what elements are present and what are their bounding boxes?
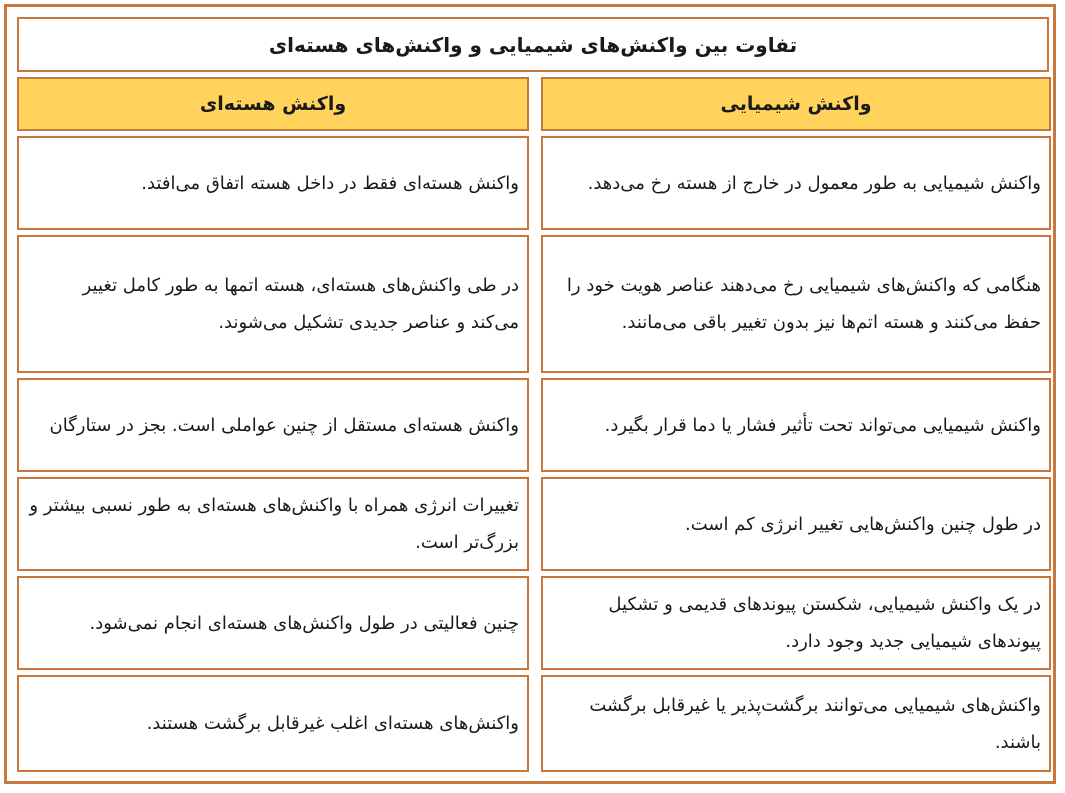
cell-text: هنگامی که واکنش‌های شیمیایی رخ می‌دهند عناصر هویت خود را حفظ می‌کنند و هسته اتم‌ها نیز بدون تغییر باقی می‌مانند.	[566, 275, 1041, 333]
table-cell-nuclear	[17, 675, 529, 772]
cell-text: در طول چنین واکنش‌هایی تغییر انرژی کم است.	[684, 513, 1041, 535]
table-cell-chemical	[541, 477, 1051, 571]
cell-text: واکنش‌های هسته‌ای اغلب غیرقابل برگشت هستند.	[146, 713, 519, 734]
cell-text: واکنش شیمیایی می‌تواند تحت تأثیر فشار یا دما قرار بگیرد.	[604, 414, 1041, 436]
cell-text: تغییرات انرژی همراه با واکنش‌های هسته‌ای به طور نسبی بیشتر و بزرگ‌تر است.	[29, 495, 519, 553]
cell-text: واکنش هسته‌ای فقط در داخل هسته اتفاق می‌افتد.	[141, 172, 519, 194]
table-title: تفاوت بین واکنش‌های شیمیایی و واکنش‌های هسته‌ای	[17, 17, 1049, 72]
cell-text: واکنش شیمیایی به طور معمول در خارج از هسته رخ می‌دهد.	[587, 172, 1041, 194]
table-cell-chemical	[541, 378, 1051, 472]
table-cell-chemical	[541, 235, 1051, 373]
cell-text: در یک واکنش شیمیایی، شکستن پیوندهای قدیمی و تشکیل پیوندهای شیمیایی جدید وجود دارد.	[608, 594, 1041, 652]
table-cell-nuclear	[17, 235, 529, 373]
header-chemical: واکنش شیمیایی	[541, 77, 1051, 131]
table-cell-chemical	[541, 576, 1051, 670]
table-cell-chemical	[541, 675, 1051, 772]
cell-text: واکنش‌های شیمیایی می‌توانند برگشت‌پذیر یا غیرقابل برگشت باشند.	[589, 694, 1041, 753]
cell-text: واکنش هسته‌ای مستقل از چنین عواملی است. بجز در ستارگان	[49, 414, 519, 436]
table-cell-nuclear	[17, 576, 529, 670]
cell-text: در طی واکنش‌های هسته‌ای، هسته اتمها به طور کامل تغییر می‌کند و عناصر جدیدی تشکیل می‌شوند.	[82, 275, 519, 333]
table-cell-nuclear	[17, 378, 529, 472]
table-cell-chemical	[541, 136, 1051, 230]
header-nuclear: واکنش هسته‌ای	[17, 77, 529, 131]
table-cell-nuclear	[17, 136, 529, 230]
cell-text: چنین فعالیتی در طول واکنش‌های هسته‌ای انجام نمی‌شود.	[89, 612, 519, 634]
table-cell-nuclear	[17, 477, 529, 571]
comparison-table	[4, 4, 1056, 784]
